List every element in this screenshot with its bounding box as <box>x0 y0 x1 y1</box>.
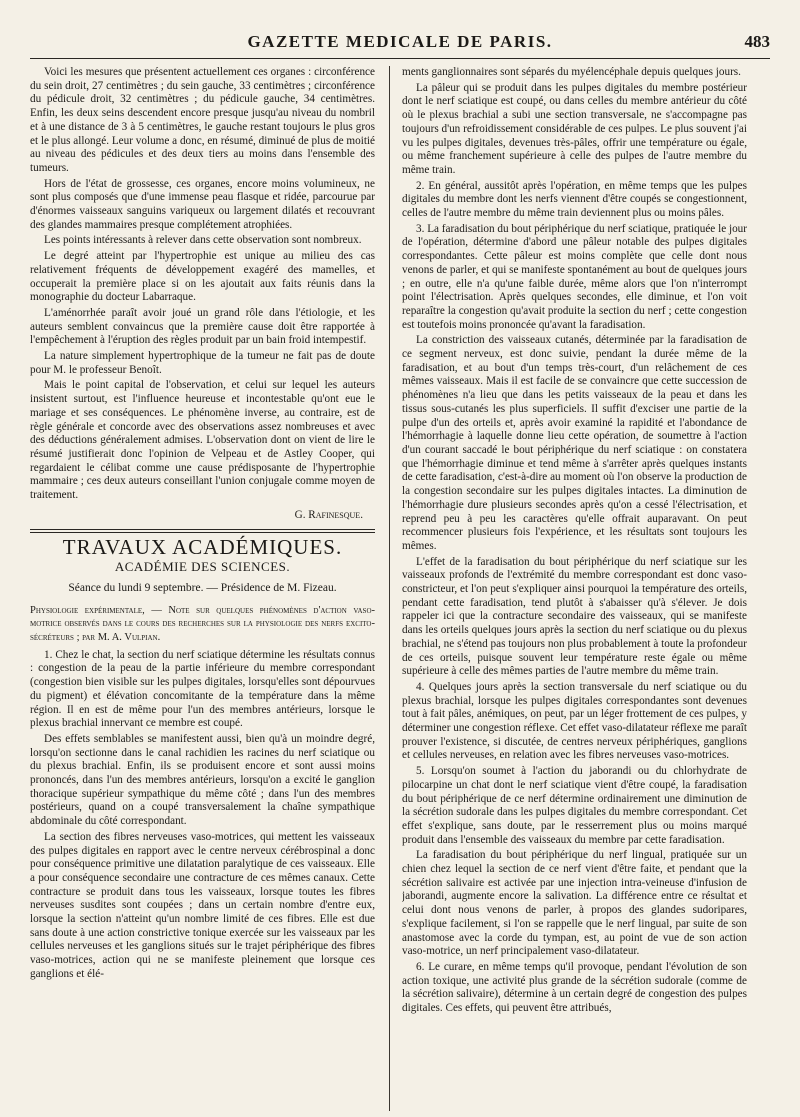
section-divider <box>30 529 375 533</box>
page-header <box>30 30 770 59</box>
paragraph: La pâleur qui se produit dans les pulpes digitales du membre postérieur dont le nerf sciatique est coupé, ou dans celles du membre antérieur du côté où le plexus brachial a subi une section transversale, ne s'accompagne pas toujours d'un refroidissement considérable de ces pulpes. Le plus souvent j'ai vu les pulpes digitales, devenues très-pâles, offrir une température ou égale, ou même franchement supérieure à celle des pulpes de l'autre membre du même train. <box>402 81 747 176</box>
paragraph: La section des fibres nerveuses vaso-motrices, qui mettent les vaisseaux des pulpes digitales en rapport avec le centre nerveux cérébrospinal a donc pour conséquence primitive une dilatation paralytique de ces vaisseaux. Elle a pour conséquence secondaire une contracture de ces mêmes canaux. Cette contracture se produit dans tous les vaisseaux, lorsque toutes les fibres nerveuses susdites sont coupées ; dans un certain nombre d'entre eux, lorsque la section n'atteint qu'un nombre limité de ces fibres. Elle est due sans doute à une action constrictive tonique exercée sur les vaisseaux par les cellules nerveuses et les ganglions situés sur le trajet périphérique des fibres vaso-motrices, action qui ne se manifeste pleinement que lorsque ces ganglions et élé- <box>30 830 375 980</box>
paragraph: 3. La faradisation du bout périphérique du nerf sciatique, pratiquée le jour de l'opération, détermine d'abord une pâleur notable des pulpes digitales correspondantes. Cette pâleur est moins complète que celle dont nous venons de parler, et qui se manifeste spontanément au bout de quelques jours ; en outre, elle n'a qu'une faible durée, même alors que l'on n'interrompt point l'électrisation. Après quelques secondes, elle diminue, et l'on voit reparaître la congestion qu'avait produite la section du nerf ; cette congestion est toutefois moins prononcée qu'avant la faradisation. <box>402 222 747 331</box>
paragraph: 6. Le curare, en même temps qu'il provoque, pendant l'évolution de son action toxique, une activité plus grande de la sécrétion sudorale (comme de la sécrétion salivaire), détermine à un certain degré de congestion des pulpes digitales. Ces effets, qui peuvent être attribués, <box>402 961 747 1015</box>
paragraph: L'effet de la faradisation du bout périphérique du nerf sciatique sur les vaisseaux profonds de l'extrémité du membre correspondant est donc vaso-constricteur, et l'on peut s'expliquer ainsi pourquoi la température des orteils, pendant cette faradisation, tend plutôt à s'abaisser qu'à s'élever. Je dois rappeler ici que la contracture secondaire des vaisseaux, qui se manifeste dans les orteils quelques jours après la section du nerf sciatique ou du plexus brachial, ne s'étend pas toujours non plus probablement à toute la profondeur de ces orteils, puisque souvent leur température reste égale ou même supérieure à celle des mêmes parties de l'autre membre du même train. <box>402 555 747 678</box>
paragraph: 2. En général, aussitôt après l'opération, en même temps que les pulpes digitales du membre dont les nerfs viennent d'être coupés se congestionnent, celles de l'autre membre du même train deviennent plus ou moins pâles. <box>402 179 747 220</box>
subsection-title: ACADÉMIE DES SCIENCES. <box>114 559 291 575</box>
column-rule <box>389 66 390 1111</box>
page-number: 483 <box>744 32 770 51</box>
session-line: Séance du lundi 9 septembre. — Présidence de M. Fizeau. <box>68 581 337 594</box>
paragraph: Mais le point capital de l'observation, et celui sur lequel les auteurs insistent surtout, est l'influence heureuse et incontestable qu'ont eue le mariage et ses conséquences. Le phénomène inverse, au contraire, est de règle générale et concorde avec des observations assez nombreuses et avec des déductions généralement admises. L'observation dont on vient de lire le résumé justifierait donc l'opinion de Velpeau et de Astley Cooper, qui regardaient le célibat comme une cause prédisposante de l'hypertrophie mammaire ; ces deux auteurs conseillant l'union conjugale comme moyen de traitement. <box>30 379 375 502</box>
paragraph: 4. Quelques jours après la section transversale du nerf sciatique ou du plexus brachial, lorsque les pulpes digitales correspondantes sont devenues tout à fait pâles, anémiques, on peut, par un léger frottement de ces pulpes, y déterminer une congestion réflexe. Cet effet vaso-dilatateur réflexe me paraît prouver l'existence, si discutée, de centres nerveux périphériques, ganglions et cellules nerveuses, en relation avec les fibres nerveuses vaso-motrices. <box>402 680 747 762</box>
paragraph: Des effets semblables se manifestent aussi, bien qu'à un moindre degré, lorsqu'on sectionne dans le canal rachidien les racines du nerf sciatique ou du plexus brachial. Enfin, ils se produisent encore et sont aussi moins prononcés, dans l'un des membres antérieurs, lorsqu'on a excité le ganglion thoracique supérieur sympathique du même côté ; dans l'un des membres postérieurs, quand on a coupé transversalement la chaîne sympathique abdominale du côté correspondant. <box>30 732 375 828</box>
paragraph: La faradisation du bout périphérique du nerf lingual, pratiquée sur un chien chez lequel la section de ce nerf vient d'être faite, et pendant que la sécrétion salivaire est activée par une injection intra-veineuse d'infusion de jaborandi, augmente encore la salivation. La différence entre ce résultat et celui dont nous venons de parler, à propos des glandes sudoripares, s'explique facilement, si l'on se rappelle que le nerf lingual, par suite de son anastomose avec la corde du tympan, est, au point de vue de son action vaso-motrice, un nerf principalement vaso-dilatateur. <box>402 849 747 958</box>
paragraph: Les points intéressants à relever dans cette observation sont nombreux. <box>44 234 362 247</box>
section-title: TRAVAUX ACADÉMIQUES. <box>62 534 343 559</box>
running-title: GAZETTE MEDICALE DE PARIS. <box>247 32 553 51</box>
paragraph: L'aménorrhée paraît avoir joué un grand rôle dans l'étiologie, et les auteurs semblent convaincus que la première cause doit être rapportée à l'empêchement à l'éruption des règles produit par un bain froid intempestif. <box>30 306 375 347</box>
author-signature: G. Rafinesque. <box>294 508 363 521</box>
paragraph: La constriction des vaisseaux cutanés, déterminée par la faradisation de ce segment nerveux, est donc suivie, pendant la durée même de la faradisation, et au bout d'un temps très-court, d'un relâchement de ces mêmes vaisseaux. Mais il est facile de se convaincre que cette succession de phénomènes n'a lieu que dans les petits vaisseaux de la peau et dans les tissus sous-cutanés les plus superficiels. Il suffit d'exciser une partie de la pulpe d'un des orteils et, après avoir examiné la rapidité et l'abondance de l'hémorrhagie à laquelle donne lieu cette opération, de soumettre à l'action d'un courant saccadé le bout périphérique du nerf sciatique : on constatera que l'hémorrhagie diminue et tend même à s'arrêter après quelques instants de cette faradisation, c'est-à-dire au moment où l'on observe la production de la congestion secondaire sur les pulpes digitales intactes. La diminution de l'hémorrhagie dure plusieurs secondes après qu'on a cessé l'électrisation, et reprend peu à peu les caractères qu'elle offrait auparavant. On peut recommencer plusieurs fois l'expérience, et les résultats sont toujours les mêmes. <box>402 334 747 552</box>
abstract-title: Physiologie expérimentale, — Note sur quelques phénomènes d'action vaso-motrice observés dans le cours des recherches sur la physiologie des nerfs excito-sécréteurs ; par M. A. Vulpian. <box>30 604 375 644</box>
paragraph: Le degré atteint par l'hypertrophie est unique au milieu des cas relativement fréquents de développement exagéré des mamelles, et occuperait la première place si on les ajoutait aux faits réunis dans la monographie du docteur Labarraque. <box>30 250 375 304</box>
paragraph: 5. Lorsqu'on soumet à l'action du jaborandi ou du chlorhydrate de pilocarpine un chat dont le nerf sciatique vient d'être coupé, la faradisation du bout périphérique de ce nerf détermine ordinairement une diminution de la sécrétion sudorale dans les pulpes digitales du membre correspondant. Cet effet s'explique, sans doute, par le resserrement plus ou moins marqué produit dans l'ensemble des vaisseaux du membre par cette faradisation. <box>402 765 747 846</box>
paragraph: 1. Chez le chat, la section du nerf sciatique détermine les résultats connus : congestion de la peau de la partie inférieure du membre correspondant (congestion bien visible sur les pulpes digitales, lorsqu'elles sont dépourvues du pigment) et élévation concomitante de la température dans la même région. Il en est de même pour l'un des membres antérieurs, lorsque le plexus brachial innervant ce membre est coupé. <box>30 648 375 730</box>
paragraph: Voici les mesures que présentent actuellement ces organes : circonférence du sein droit, 27 centimètres ; du sein gauche, 33 centimètres ; circonférence du pédicule droit, 32 centimètres ; du pédicule gauche, 34 centimètres. Enfin, les deux seins descendent encore presque jusqu'au niveau du nombril et à une distance de 3 à 5 centimètres, le gauche restant toujours le plus gros et le plus allongé. Leur volume a donc, en résumé, diminué de plus de moitié au niveau des pédicules et des deux tiers au moins dans l'ensemble des tumeurs. <box>30 66 375 174</box>
right-column <box>402 66 747 1111</box>
left-column <box>30 66 375 1111</box>
paragraph: Hors de l'état de grossesse, ces organes, encore moins volumineux, ne sont plus composés que d'une immense peau flasque et ridée, parcourue par d'énormes vaisseaux sanguins variqueux ou largement dilatés et recouvrant des glandes mammaires presque complétement atrophiées. <box>30 177 375 231</box>
paragraph: ments ganglionnaires sont séparés du myélencéphale depuis quelques jours. <box>402 66 741 78</box>
paragraph: La nature simplement hypertrophique de la tumeur ne fait pas de doute pour M. le professeur Benoît. <box>30 350 375 376</box>
